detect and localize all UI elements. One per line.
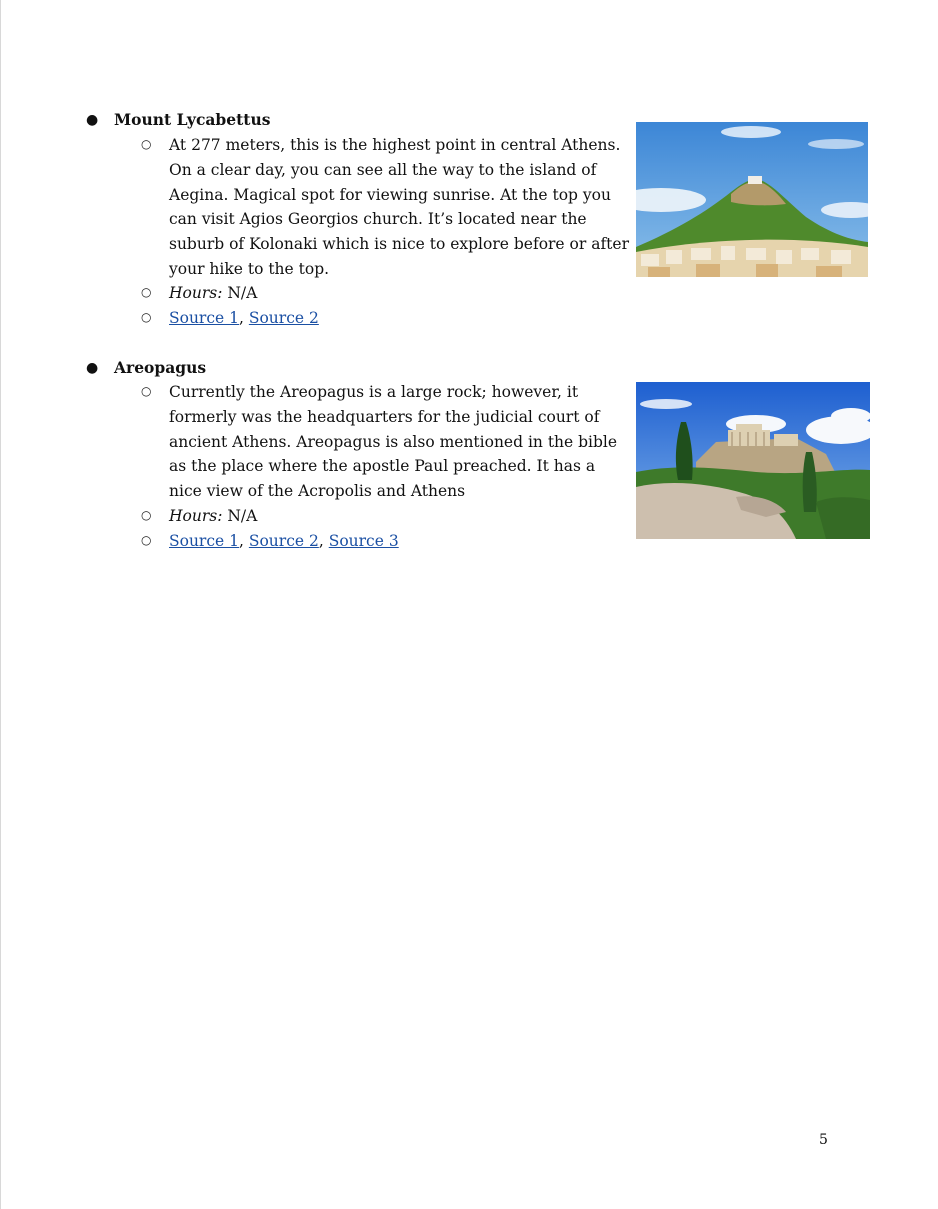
bullet-marker: ●	[86, 112, 99, 128]
hours-label: Hours:	[169, 507, 223, 525]
hours-line	[169, 281, 257, 306]
source-1-link[interactable]: Source 1	[169, 309, 239, 327]
entry-description: At 277 meters, this is the highest point in central Athens. On a clear day, you can see all the way to the island of Aegina. Magical spot for viewing sunrise. At the top you can visit Agios Georgios church. It’s located near the suburb of Kolonaki which is nice to explore before or after your hike to the top.	[169, 136, 629, 278]
acropolis-view-photo	[636, 382, 870, 539]
hours-value: N/A	[227, 507, 258, 525]
sources-line	[169, 306, 319, 331]
entry-title: Areopagus	[114, 358, 207, 377]
hours-line	[169, 504, 257, 529]
hours-label: Hours:	[169, 284, 223, 302]
entry-title: Mount Lycabettus	[114, 110, 271, 129]
source-separator: ,	[318, 532, 329, 550]
source-2-link[interactable]: Source 2	[248, 532, 319, 550]
sub-bullet-marker: ○	[141, 533, 152, 547]
hours-value: N/A	[227, 284, 258, 302]
sub-bullet-marker: ○	[141, 310, 152, 324]
source-separator: ,	[239, 532, 249, 550]
source-1-link[interactable]: Source 1	[169, 532, 239, 550]
sub-bullet-marker: ○	[141, 508, 152, 522]
source-separator: ,	[239, 309, 249, 327]
sub-bullet-marker: ○	[141, 384, 152, 398]
source-3-link[interactable]: Source 3	[328, 532, 399, 550]
lycabettus-hill-photo	[636, 122, 868, 277]
entry-description: Currently the Areopagus is a large rock; however, it formerly was the headquarters for the judicial court of ancient Athens. Areopagus is also mentioned in the bible as the place where the apostle Paul preached. It has a nice view of the Acropolis and Athens	[169, 383, 618, 501]
sources-line	[169, 529, 399, 554]
sub-bullet-marker: ○	[141, 285, 152, 299]
bullet-marker: ●	[86, 360, 99, 376]
sub-bullet-marker: ○	[141, 137, 152, 151]
source-2-link[interactable]: Source 2	[248, 309, 319, 327]
page-number: 5	[819, 1132, 828, 1148]
